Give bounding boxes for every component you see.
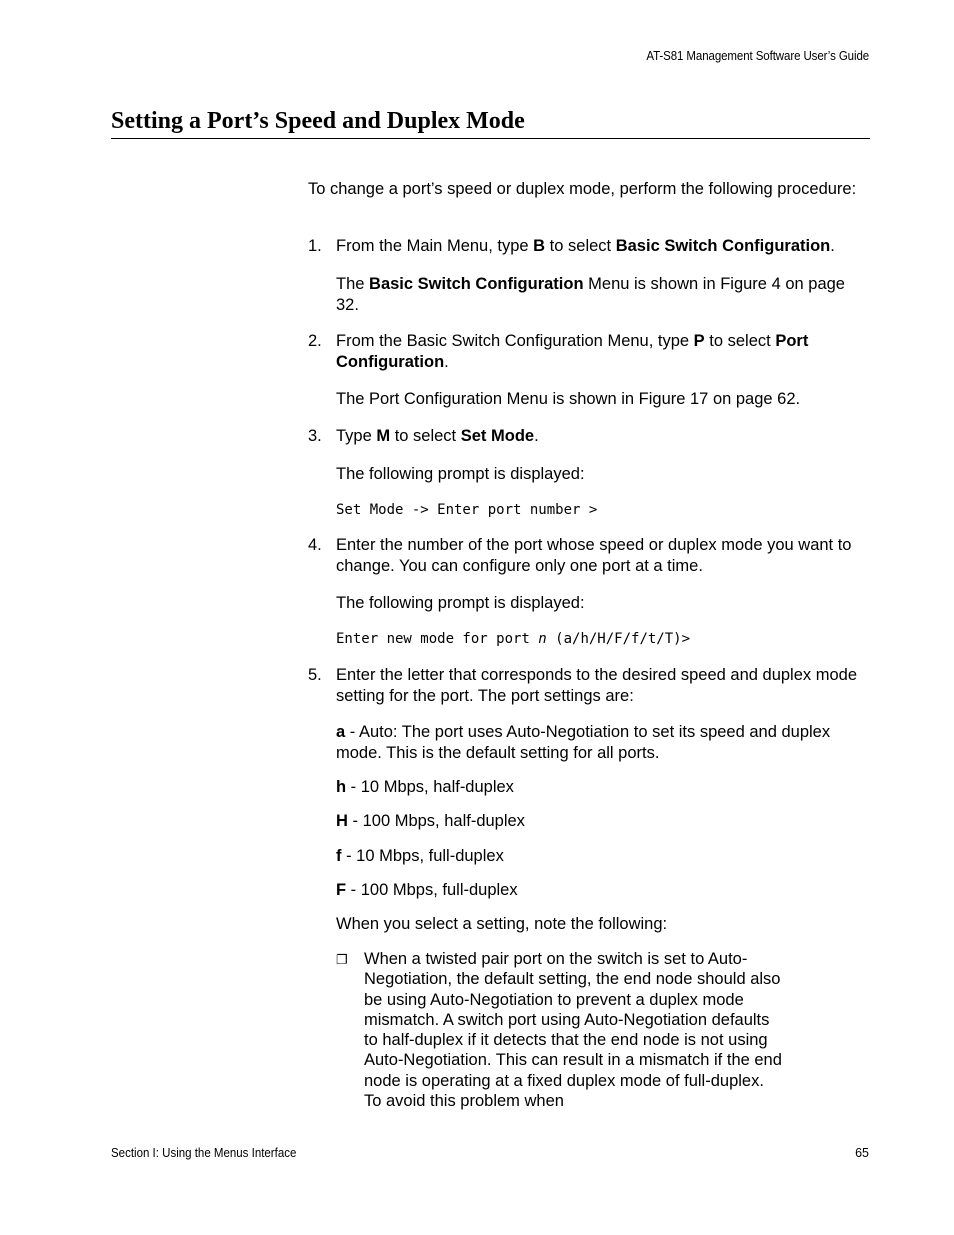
step-1-menu-name: Basic Switch Configuration	[615, 237, 831, 255]
step-3-menu-name: Set Mode	[460, 427, 535, 445]
step-1-note: The Basic Switch Configuration Menu is shown in Figure 4 on page 32.	[336, 275, 845, 314]
port-variable: n	[538, 631, 547, 647]
step-2-note: The Port Configuration Menu is shown in Figure 17 on page 62.	[336, 390, 801, 408]
running-header: AT-S81 Management Software User’s Guide	[646, 49, 869, 63]
setting-option: a - Auto: The port uses Auto-Negotiation to set its speed and duplex mode. This is the default setting for all ports.	[336, 723, 831, 762]
step-2-number: 2.	[308, 332, 322, 350]
setting-option: H - 100 Mbps, half-duplex	[336, 812, 525, 830]
step-4-number: 4.	[308, 536, 322, 554]
setting-option: f - 10 Mbps, full-duplex	[336, 847, 504, 865]
step-3-key: M	[376, 427, 391, 445]
setting-option: F - 100 Mbps, full-duplex	[336, 881, 518, 899]
bullet-text: When a twisted pair port on the switch is set to Auto-Negotiation, the default setting, the end node should also be using Auto-Negotiation to prevent a duplex mode mismatch. A switch port using Auto-Negotiation defaults to half-duplex if it detects that the end node is not using Auto-Negotiation. This can result in a mismatch if the end node is operating at a fixed duplex mode of full-duplex. To avoid this problem when	[364, 950, 782, 1111]
intro-paragraph: To change a port’s speed or duplex mode, perform the following procedure:	[308, 180, 857, 198]
step-3-number: 3.	[308, 427, 322, 445]
setting-option: h - 10 Mbps, half-duplex	[336, 778, 514, 796]
step-5-number: 5.	[308, 666, 322, 684]
checkbox-bullet-icon: ❐	[336, 952, 348, 967]
step-2-menu-name: Port Configuration	[336, 332, 809, 371]
section-title: Setting a Port’s Speed and Duplex Mode	[111, 106, 870, 139]
step-1-text: From the Main Menu, type B to select Basic Switch Configuration.	[336, 237, 835, 255]
step-3-text: Type M to select Set Mode.	[336, 427, 539, 445]
step-5-after-note: When you select a setting, note the following:	[336, 915, 668, 933]
step-1-key: B	[533, 237, 546, 255]
step-5-text: Enter the letter that corresponds to the desired speed and duplex mode setting for the port. The port settings are:	[336, 666, 857, 705]
step-2-key: P	[693, 332, 705, 350]
footer-page-number: 65	[855, 1146, 869, 1160]
footer-section-label: Section I: Using the Menus Interface	[111, 1146, 297, 1160]
step-4-prompt-code: Enter new mode for port n (a/h/H/F/f/t/T)>	[336, 631, 691, 647]
step-3-note: The following prompt is displayed:	[336, 465, 585, 483]
step-3-prompt-code: Set Mode -> Enter port number >	[336, 502, 598, 518]
step-4-note: The following prompt is displayed:	[336, 594, 585, 612]
step-2-text: From the Basic Switch Configuration Menu, type P to select Port Configuration.	[336, 332, 809, 371]
step-4-text: Enter the number of the port whose speed or duplex mode you want to change. You can configure only one port at a time.	[336, 536, 852, 575]
step-1-number: 1.	[308, 237, 322, 255]
